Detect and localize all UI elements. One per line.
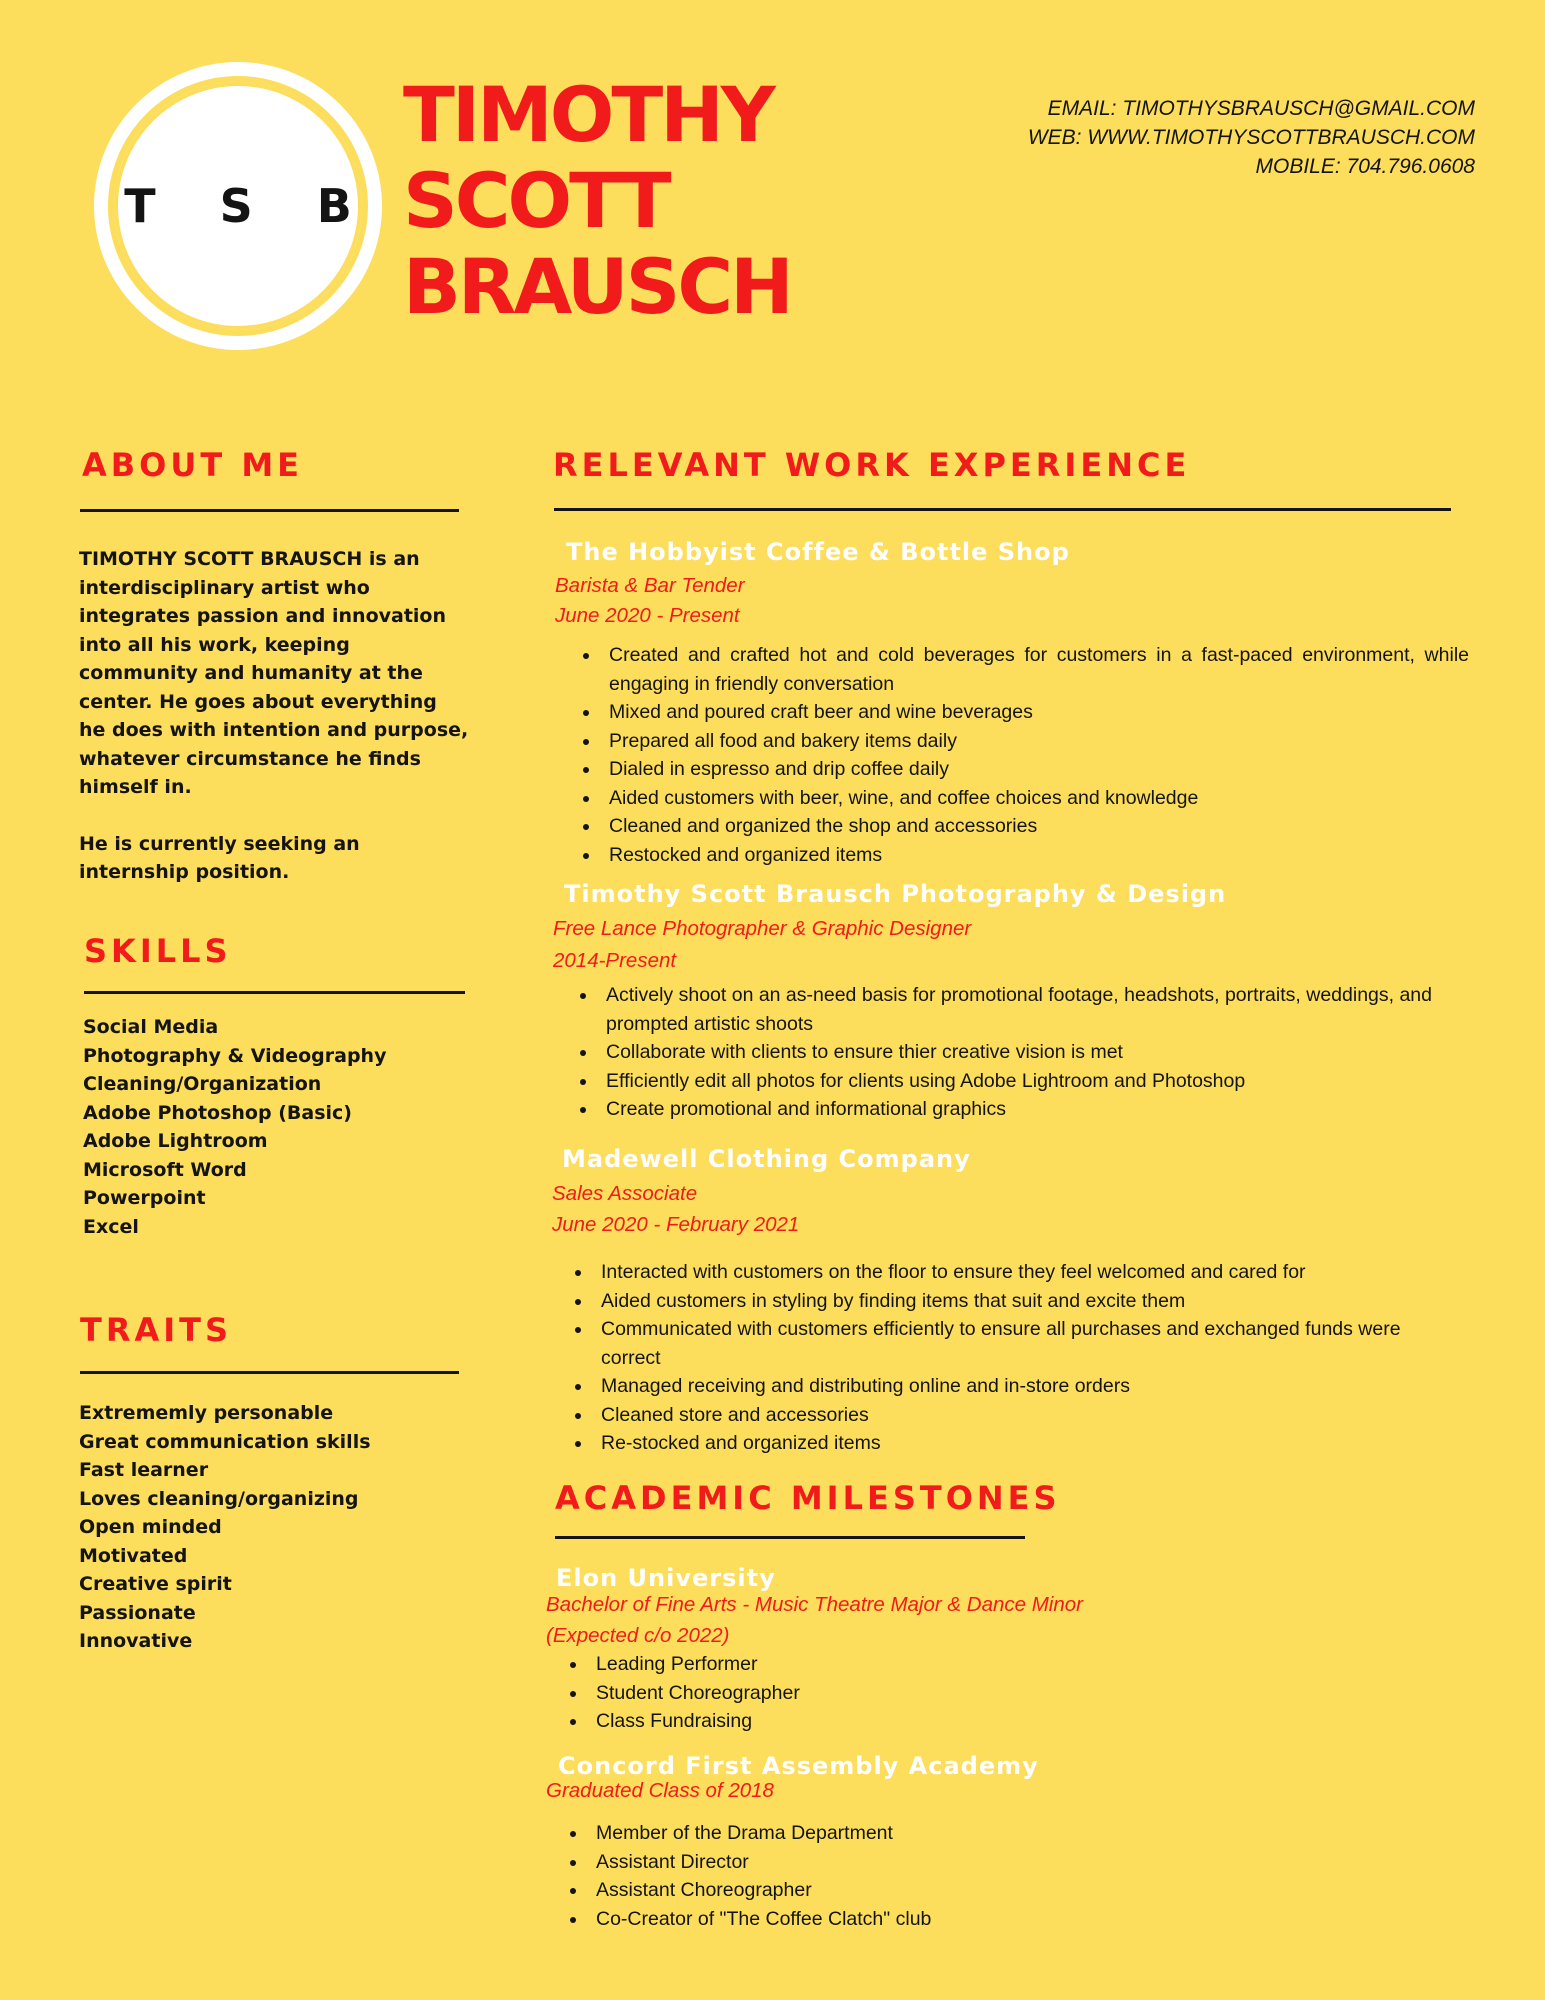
name-middle: SCOTT: [403, 156, 669, 245]
list-item: Powerpoint: [83, 1187, 206, 1209]
school-2-org: Concord First Assembly Academy: [558, 1752, 1039, 1780]
job-2-role: Free Lance Photographer & Graphic Designer: [553, 917, 972, 940]
list-item: Photography & Videography: [83, 1044, 387, 1067]
list-item: Managed receiving and distributing online and in-store orders: [555, 1372, 1435, 1401]
job-3-bullets: [555, 1258, 1435, 1458]
about-paragraph-1: TIMOTHY SCOTT BRAUSCH is an interdisciplinary artist who integrates passion and innovation into all his work, keeping community and humanity at the center. He goes about everything he does with intention and purpose, whatever circumstance he finds himself in.: [79, 548, 469, 798]
job-1-dates: June 2020 - Present: [555, 604, 740, 627]
list-item: Collaborate with clients to ensure thier creative vision is met: [560, 1038, 1470, 1067]
list-item: Aided customers in styling by finding items that suit and excite them: [555, 1287, 1435, 1316]
job-3-org: Madewell Clothing Company: [562, 1145, 971, 1173]
school-1-expected: (Expected c/o 2022): [546, 1624, 730, 1647]
list-item: Adobe Photoshop (Basic): [83, 1101, 352, 1124]
job-1-org: The Hobbyist Coffee & Bottle Shop: [566, 538, 1070, 566]
list-item: Cleaned and organized the shop and accessories: [563, 812, 1469, 841]
list-item: Microsoft Word: [83, 1158, 247, 1181]
list-item: Interacted with customers on the floor to ensure they feel welcomed and cared for: [555, 1258, 1435, 1287]
school-2-graduated: Graduated Class of 2018: [546, 1779, 774, 1802]
list-item: Loves cleaning/organizing: [79, 1487, 359, 1510]
about-heading: ABOUT ME: [82, 446, 304, 484]
job-1-bullets: [563, 641, 1469, 869]
list-item: Cleaning/Organization: [83, 1073, 322, 1095]
contact-block: [1028, 94, 1475, 181]
list-item: Class Fundraising: [550, 1707, 1150, 1736]
list-item: Creative spirit: [79, 1573, 232, 1595]
list-item: Dialed in espresso and drip coffee daily: [563, 755, 1469, 784]
list-item: Motivated: [79, 1544, 188, 1567]
job-3-dates: June 2020 - February 2021: [552, 1213, 800, 1236]
list-item: Aided customers with beer, wine, and coffee choices and knowledge: [563, 784, 1469, 813]
traits-heading: TRAITS: [80, 1311, 233, 1349]
contact-email[interactable]: EMAIL: TIMOTHYSBRAUSCH@GMAIL.COM: [1047, 97, 1475, 120]
list-item: Fast learner: [79, 1459, 209, 1481]
list-item: Created and crafted hot and cold beverages for customers in a fast-paced environment, while engaging in friendly conversation: [563, 641, 1469, 698]
academic-heading: ACADEMIC MILESTONES: [555, 1479, 1061, 1517]
about-text: [79, 545, 469, 887]
skills-divider: [84, 991, 465, 994]
about-paragraph-2: He is currently seeking an internship position.: [79, 832, 360, 883]
list-item: Mixed and poured craft beer and wine beverages: [563, 698, 1469, 727]
skills-list: [83, 1013, 463, 1241]
name-last: BRAUSCH: [403, 242, 791, 331]
list-item: Extrememly personable: [79, 1402, 334, 1424]
contact-mobile[interactable]: MOBILE: 704.796.0608: [1255, 155, 1475, 178]
list-item: Prepared all food and bakery items daily: [563, 727, 1469, 756]
list-item: Social Media: [83, 1016, 219, 1038]
list-item: Member of the Drama Department: [550, 1819, 1150, 1848]
list-item: Student Choreographer: [550, 1679, 1150, 1708]
list-item: Assistant Choreographer: [550, 1876, 1150, 1905]
traits-divider: [80, 1371, 459, 1374]
list-item: Great communication skills: [79, 1430, 371, 1453]
school-2-bullets: [550, 1819, 1150, 1933]
list-item: Excel: [83, 1215, 139, 1238]
school-1-org: Elon University: [556, 1564, 776, 1592]
list-item: Co-Creator of "The Coffee Clatch" club: [550, 1905, 1150, 1934]
job-2-dates: 2014-Present: [553, 949, 677, 972]
traits-list: [79, 1399, 459, 1656]
list-item: Actively shoot on an as-need basis for promotional footage, headshots, portraits, weddings, and prompted artistic shoots: [560, 981, 1470, 1038]
list-item: Passionate: [79, 1601, 196, 1624]
skills-heading: SKILLS: [84, 932, 232, 970]
job-2-bullets: [560, 981, 1470, 1124]
school-1-degree: Bachelor of Fine Arts - Music Theatre Major & Dance Minor: [546, 1593, 1083, 1616]
list-item: Adobe Lightroom: [83, 1130, 268, 1152]
contact-web[interactable]: WEB: WWW.TIMOTHYSCOTTBRAUSCH.COM: [1027, 126, 1475, 149]
list-item: Create promotional and informational graphics: [560, 1095, 1470, 1124]
job-3-role: Sales Associate: [552, 1182, 698, 1205]
list-item: Open minded: [79, 1516, 222, 1538]
work-heading: RELEVANT WORK EXPERIENCE: [553, 446, 1191, 484]
name-first: TIMOTHY: [403, 70, 773, 159]
list-item: Leading Performer: [550, 1650, 1150, 1679]
about-divider: [80, 509, 459, 512]
list-item: Innovative: [79, 1630, 193, 1652]
list-item: Efficiently edit all photos for clients using Adobe Lightroom and Photoshop: [560, 1067, 1470, 1096]
logo-initials: T S B: [124, 179, 376, 233]
list-item: Communicated with customers efficiently to ensure all purchases and exchanged funds were correct: [555, 1315, 1435, 1372]
list-item: Re-stocked and organized items: [555, 1429, 1435, 1458]
list-item: Assistant Director: [550, 1848, 1150, 1877]
work-divider: [554, 508, 1451, 511]
academic-divider: [555, 1536, 1025, 1539]
list-item: Restocked and organized items: [563, 841, 1469, 870]
job-2-org: Timothy Scott Brausch Photography & Design: [564, 880, 1227, 908]
list-item: Cleaned store and accessories: [555, 1401, 1435, 1430]
school-1-bullets: [550, 1650, 1150, 1736]
job-1-role: Barista & Bar Tender: [555, 574, 745, 597]
